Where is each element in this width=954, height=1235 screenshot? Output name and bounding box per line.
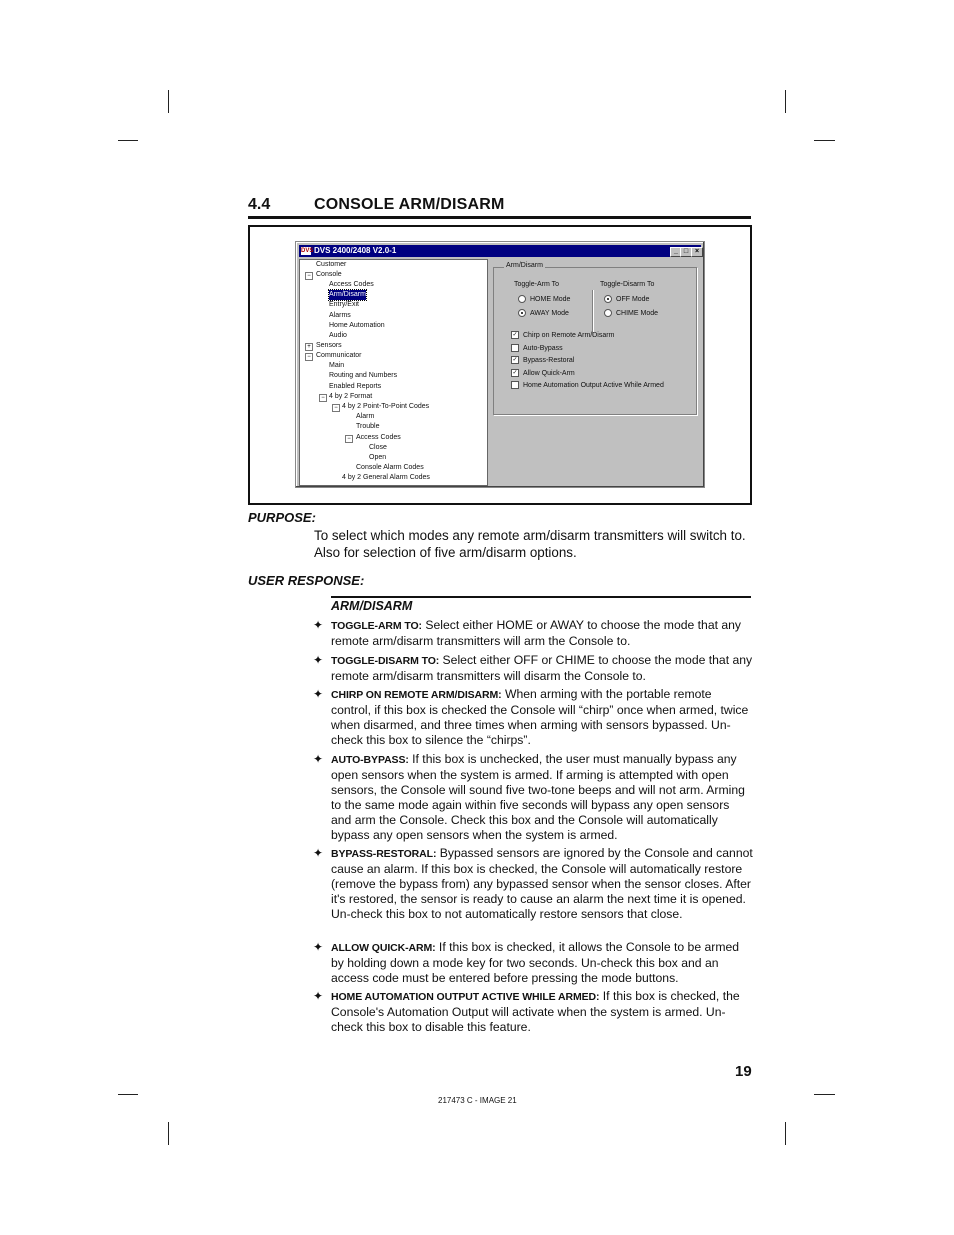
collapse-icon[interactable]: − xyxy=(305,353,313,361)
crop-mark xyxy=(168,90,169,113)
section-heading xyxy=(248,196,751,219)
crop-mark xyxy=(785,1122,786,1145)
arm-disarm-group xyxy=(493,262,697,415)
tree-item-customer[interactable]: Customer xyxy=(316,261,347,268)
footer-code: 217473 C - IMAGE 21 xyxy=(438,1096,517,1105)
list-item: TOGGLE-DISARM TO: Select either OFF or CHIME to choose the mode that any remote arm/disarm transmitters will disarm the Console to. xyxy=(331,653,753,683)
tree-item-open[interactable]: Open xyxy=(369,454,387,461)
tree-item-audio[interactable]: Audio xyxy=(329,332,347,339)
checkbox-icon xyxy=(511,344,519,352)
settings-tree[interactable] xyxy=(299,259,488,486)
toggle-disarm-label: Toggle-Disarm To xyxy=(600,281,655,288)
bullet-icon: ✦ xyxy=(313,618,324,632)
window-titlebar[interactable] xyxy=(299,245,701,257)
collapse-icon[interactable]: − xyxy=(345,435,353,443)
radio-icon xyxy=(518,295,526,303)
list-item: BYPASS-RESTORAL: Bypassed sensors are ignored by the Console and cannot cause an alarm. If this box is checked, the Console will automatically restore (remove the bypass from) any bypassed sensor when the sensor closes. After it's restored, the sensor is ready to cause an alarm the next time it is opened. Un-check this box to not automatically restore sensors that close. xyxy=(331,846,753,921)
tree-item-enabled-reports[interactable]: Enabled Reports xyxy=(329,383,382,390)
bullet-icon: ✦ xyxy=(313,653,324,667)
crop-mark xyxy=(168,1122,169,1145)
radio-selected-icon xyxy=(604,295,612,303)
collapse-icon[interactable]: − xyxy=(305,272,313,280)
tree-item-point-to-point[interactable]: 4 by 2 Point-To-Point Codes xyxy=(342,403,430,410)
radio-chime-mode[interactable]: CHIME Mode xyxy=(604,309,658,317)
maximize-button[interactable]: □ xyxy=(680,247,692,257)
settings-panel xyxy=(489,259,701,484)
collapse-icon[interactable]: − xyxy=(332,404,340,412)
tree-item-close[interactable]: Close xyxy=(369,444,387,451)
list-item: CHIRP ON REMOTE ARM/DISARM: When arming with the portable remote control, if this box is checked the Console will “chirp” once when armed, twice when disarmed, and three times when arming with sensors bypassed. Un-check this box to silence the “chirps”. xyxy=(331,687,749,747)
bullet-icon: ✦ xyxy=(313,940,324,954)
page-number: 19 xyxy=(735,1063,752,1080)
list-item: ALLOW QUICK-ARM: If this box is checked, it allows the Console to be armed by holding down a mode key for two seconds. Un-check this box and an access code must be entered before pressing the mode buttons. xyxy=(331,940,740,985)
list-item: TOGGLE-ARM TO: Select either HOME or AWAY to choose the mode that any remote arm/disarm transmitters will arm the Console to. xyxy=(331,618,742,648)
purpose-label: PURPOSE: xyxy=(248,510,316,525)
checkbox-chirp[interactable]: ✓ Chirp on Remote Arm/Disarm xyxy=(512,331,615,339)
close-button[interactable]: × xyxy=(691,247,703,257)
section-title: CONSOLE ARM/DISARM xyxy=(314,196,505,213)
tree-item-access-codes[interactable]: Access Codes xyxy=(329,281,374,288)
minimize-button[interactable]: _ xyxy=(670,247,682,257)
checkbox-checked-icon: ✓ xyxy=(512,357,518,363)
checkbox-auto-bypass[interactable]: Auto-Bypass xyxy=(511,344,563,352)
section-number: 4.4 xyxy=(248,196,271,213)
tree-item-console-alarm-codes[interactable]: Console Alarm Codes xyxy=(356,464,424,471)
checkbox-icon xyxy=(511,381,519,389)
checkbox-home-automation[interactable]: Home Automation Output Active While Armed xyxy=(511,381,664,389)
radio-selected-icon xyxy=(518,309,526,317)
tree-item-console[interactable]: Console xyxy=(316,271,342,278)
group-title: Arm/Disarm xyxy=(506,262,543,269)
checkbox-bypass-restoral[interactable]: ✓ Bypass-Restoral xyxy=(512,356,575,364)
bullet-icon: ✦ xyxy=(313,989,324,1003)
collapse-icon[interactable]: − xyxy=(319,394,327,402)
expand-icon[interactable]: + xyxy=(305,343,313,351)
bullet-icon: ✦ xyxy=(313,752,324,766)
radio-away-mode[interactable]: AWAY Mode xyxy=(518,309,569,317)
app-window xyxy=(295,241,705,488)
user-response-label: USER RESPONSE: xyxy=(248,573,365,588)
tree-item-main[interactable]: Main xyxy=(329,362,345,369)
bullet-icon: ✦ xyxy=(313,846,324,860)
tree-item-4by2-format[interactable]: 4 by 2 Format xyxy=(329,393,373,400)
tree-item-sensors[interactable]: Sensors xyxy=(316,342,342,349)
tree-item-routing[interactable]: Routing and Numbers xyxy=(329,372,398,379)
tree-item-general-alarm-codes[interactable]: 4 by 2 General Alarm Codes xyxy=(342,474,430,481)
divider-rule xyxy=(331,596,751,598)
list-item: HOME AUTOMATION OUTPUT ACTIVE WHILE ARMED: If this box is checked, the Console's Automation Output will activate when the system is armed. Un-check this box to disable this feature. xyxy=(331,989,740,1034)
bullet-icon: ✦ xyxy=(313,687,324,701)
purpose-text: To select which modes any remote arm/disarm transmitters will switch to. Also for selection of five arm/disarm options. xyxy=(314,528,746,560)
list-item: AUTO-BYPASS: If this box is unchecked, the user must manually bypass any open sensors when the system is armed. If arming is attempted with open sensors, the Console will sound five two-tone beeps and will not arm. Arming to the same mode again within five seconds will bypass any open sensors and arm the Console. Check this box and the Console will automatically bypass any open sensors when the system is armed. xyxy=(331,752,745,842)
tree-item-alarms[interactable]: Alarms xyxy=(329,312,351,319)
radio-home-mode[interactable]: HOME Mode xyxy=(518,295,570,303)
crop-mark xyxy=(118,1094,138,1095)
tree-item-entry-exit[interactable]: Entry/Exit xyxy=(329,301,359,308)
crop-mark xyxy=(118,140,138,141)
window-title: DVS 2400/2408 V2.0-1 xyxy=(314,246,397,255)
checkbox-quick-arm[interactable]: ✓ Allow Quick-Arm xyxy=(512,369,575,377)
tree-item-home-automation[interactable]: Home Automation xyxy=(329,322,385,329)
subhead-arm-disarm: ARM/DISARM xyxy=(331,599,413,613)
toggle-arm-label: Toggle-Arm To xyxy=(514,281,560,288)
tree-item-communicator[interactable]: Communicator xyxy=(316,352,362,359)
group-divider xyxy=(592,290,593,336)
crop-mark xyxy=(814,140,835,141)
tree-item-trouble[interactable]: Trouble xyxy=(356,423,380,430)
radio-off-mode[interactable]: OFF Mode xyxy=(604,295,649,303)
crop-mark xyxy=(814,1094,835,1095)
tree-item-alarm[interactable]: Alarm xyxy=(356,413,375,420)
tree-item-access-codes-sub[interactable]: Access Codes xyxy=(356,434,401,441)
checkbox-checked-icon: ✓ xyxy=(512,370,518,376)
radio-icon xyxy=(604,309,612,317)
tree-item-arm-disarm[interactable]: Arm/Disarm xyxy=(329,290,366,300)
crop-mark xyxy=(785,90,786,113)
checkbox-checked-icon: ✓ xyxy=(512,332,518,338)
app-icon: DVS xyxy=(301,248,314,254)
